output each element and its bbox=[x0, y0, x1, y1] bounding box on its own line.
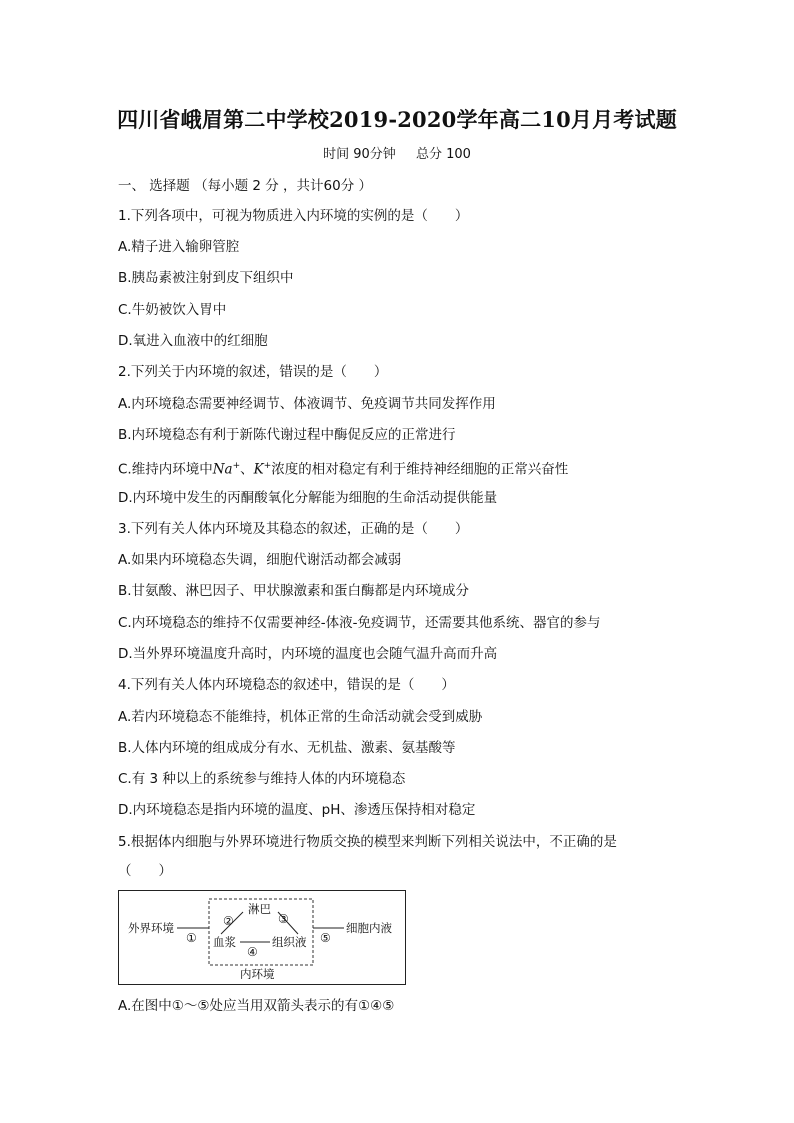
q4-option-d: D.内环境稳态是指内环境的温度、pH、渗透压保持相对稳定 bbox=[118, 802, 476, 818]
q4-option-b: B.人体内环境的组成成分有水、无机盐、激素、氨基酸等 bbox=[118, 740, 456, 756]
label-intracellular-fluid: 细胞内液 bbox=[346, 921, 392, 935]
q1-stem: 1.下列各项中，可视为物质进入内环境的实例的是（ ） bbox=[118, 208, 469, 224]
q3-option-a: A.如果内环境稳态失调，细胞代谢活动都会减弱 bbox=[118, 552, 402, 568]
section-heading: 一、 选择题 （每小题 2 分 ，共计60分 ） bbox=[118, 178, 373, 194]
marker-5: ⑤ bbox=[320, 931, 331, 945]
q2-stem: 2.下列关于内环境的叙述，错误的是（ ） bbox=[118, 364, 388, 380]
q2-option-a: A.内环境稳态需要神经调节、体液调节、免疫调节共同发挥作用 bbox=[118, 396, 496, 412]
exam-time: 时间 90分钟 bbox=[323, 147, 396, 162]
q1-option-b: B.胰岛素被注射到皮下组织中 bbox=[118, 270, 294, 286]
potassium-charge: + bbox=[263, 461, 272, 471]
marker-2: ② bbox=[223, 914, 234, 928]
label-plasma: 血浆 bbox=[213, 935, 236, 949]
q2-option-b: B.内环境稳态有利于新陈代谢过程中酶促反应的正常进行 bbox=[118, 427, 456, 443]
q2-option-d: D.内环境中发生的丙酮酸氧化分解能为细胞的生命活动提供能量 bbox=[118, 490, 498, 506]
label-lymph: 淋巴 bbox=[248, 902, 271, 916]
q3-option-c: C.内环境稳态的维持不仅需要神经-体液-免疫调节，还需要其他系统、器官的参与 bbox=[118, 615, 601, 631]
label-internal-environment: 内环境 bbox=[240, 967, 275, 981]
q2-c-suffix: 浓度的相对稳定有利于维持神经细胞的正常兴奋性 bbox=[271, 461, 569, 478]
ion-separator: 、 bbox=[240, 461, 254, 478]
q3-option-d: D.当外界环境温度升高时，内环境的温度也会随气温升高而升高 bbox=[118, 646, 498, 662]
marker-4: ④ bbox=[247, 945, 258, 959]
potassium-ion: K bbox=[253, 461, 264, 478]
q4-option-c: C.有 3 种以上的系统参与维持人体的内环境稳态 bbox=[118, 771, 406, 787]
q2-option-c bbox=[118, 457, 568, 479]
q4-option-a: A.若内环境稳态不能维持，机体正常的生命活动就会受到威胁 bbox=[118, 709, 483, 725]
q5-stem: 5.根据体内细胞与外界环境进行物质交换的模型来判断下列相关说法中，不正确的是 bbox=[118, 834, 617, 850]
q5-paren: （ ） bbox=[118, 863, 172, 879]
q2-c-prefix: C.维持内环境中 bbox=[118, 461, 213, 478]
q3-option-b: B.甘氨酸、淋巴因子、甲状腺激素和蛋白酶都是内环境成分 bbox=[118, 583, 470, 599]
marker-1: ① bbox=[186, 931, 197, 945]
exam-title: 四川省峨眉第二中学校2019-2020学年高二10月月考试题 bbox=[117, 107, 677, 132]
label-tissue-fluid: 组织液 bbox=[272, 935, 307, 949]
q4-stem: 4.下列有关人体内环境稳态的叙述中，错误的是（ ） bbox=[118, 677, 455, 693]
q3-stem: 3.下列有关人体内环境及其稳态的叙述，正确的是（ ） bbox=[118, 521, 469, 537]
sodium-charge: + bbox=[232, 461, 241, 471]
label-external-environment: 外界环境 bbox=[128, 921, 174, 935]
q1-option-c: C.牛奶被饮入胃中 bbox=[118, 302, 227, 318]
q1-option-a: A.精子进入输卵管腔 bbox=[118, 239, 240, 255]
internal-environment-diagram bbox=[118, 890, 406, 985]
exam-score: 总分 100 bbox=[415, 147, 471, 162]
exam-subtitle bbox=[0, 143, 794, 162]
q1-option-d: D.氧进入血液中的红细胞 bbox=[118, 333, 268, 349]
q5-option-a: A.在图中①～⑤处应当用双箭头表示的有①④⑤ bbox=[118, 998, 395, 1014]
sodium-ion: Na bbox=[212, 461, 233, 478]
marker-3: ③ bbox=[278, 912, 289, 926]
